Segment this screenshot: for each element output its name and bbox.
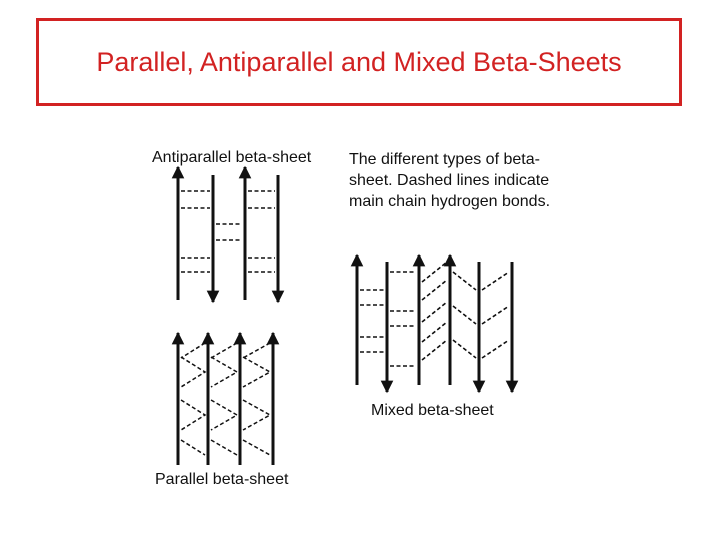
diagram-caption: The different types of beta-sheet. Dashed lines indicate main chain hydrogen bonds. xyxy=(349,151,551,210)
mixed-label: Mixed beta-sheet xyxy=(371,402,494,419)
hydrogen-bonds xyxy=(181,191,275,272)
hydrogen-bonds xyxy=(360,262,509,366)
mixed-sheet xyxy=(357,255,512,392)
slide-title: Parallel, Antiparallel and Mixed Beta-Sheets xyxy=(96,47,622,77)
antiparallel-sheet xyxy=(178,167,278,302)
hydrogen-bonds xyxy=(181,343,270,455)
parallel-sheet xyxy=(178,333,273,465)
antiparallel-label: Antiparallel beta-sheet xyxy=(152,149,312,166)
parallel-label: Parallel beta-sheet xyxy=(155,471,289,488)
